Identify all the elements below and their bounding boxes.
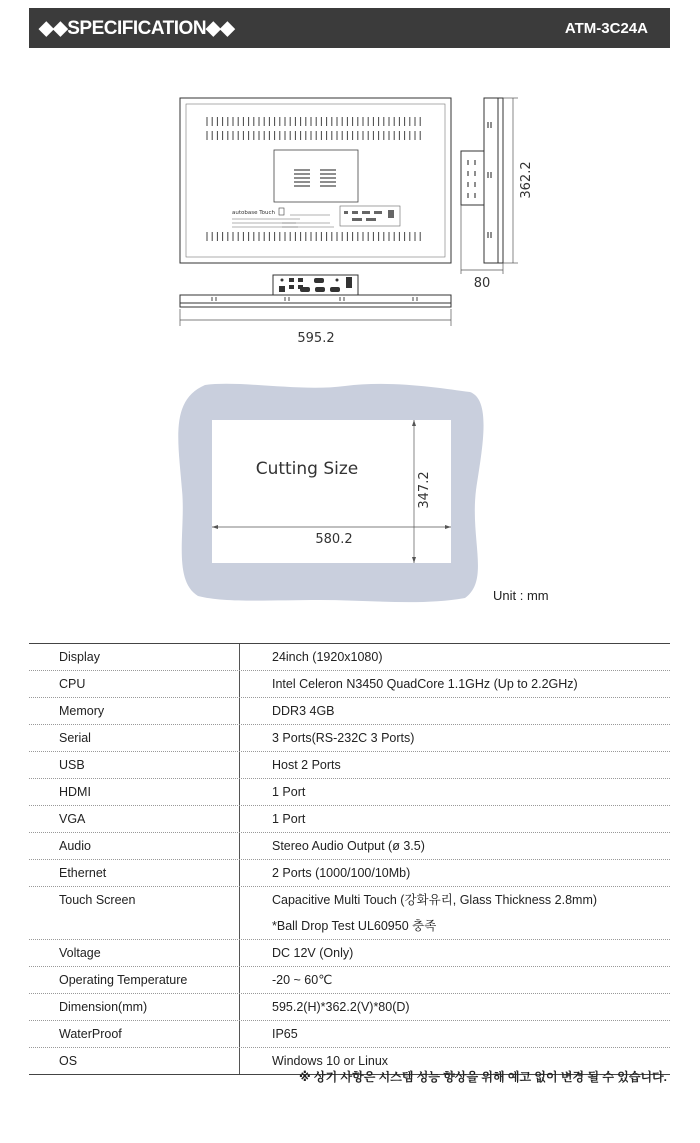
spec-label-cell	[29, 860, 240, 886]
spec-value: 1 Port	[272, 785, 306, 799]
spec-value-cell	[240, 644, 670, 670]
spec-value: Intel Celeron N3450 QuadCore 1.1GHz (Up to 2.2GHz)	[272, 677, 578, 691]
spec-row	[29, 644, 670, 671]
spec-label: CPU	[59, 677, 86, 691]
io-port-block	[273, 275, 358, 295]
spec-label-cell	[29, 994, 240, 1020]
spec-row	[29, 671, 670, 698]
spec-value-cell	[240, 698, 670, 724]
spec-row	[29, 752, 670, 779]
spec-row	[29, 994, 670, 1021]
spec-row	[29, 967, 670, 994]
spec-value-cell	[240, 967, 670, 993]
spec-label-cell	[29, 1048, 240, 1074]
spec-label-cell	[29, 1021, 240, 1047]
spec-table	[29, 643, 670, 1075]
spec-label: Voltage	[59, 946, 101, 960]
spec-value-cell	[240, 725, 670, 751]
spec-value-cell	[240, 1021, 670, 1047]
spec-label: Ethernet	[59, 866, 107, 880]
spec-label: HDMI	[59, 785, 91, 799]
brand-label: autobase Touch	[232, 210, 276, 216]
spec-label-cell	[29, 833, 240, 859]
spec-label: Operating Temperature	[59, 973, 188, 987]
spec-label: VGA	[59, 812, 86, 826]
spec-row	[29, 940, 670, 967]
spec-value-cell	[240, 779, 670, 805]
width-dimension-label: 595.2	[297, 331, 335, 346]
spec-label-cell	[29, 779, 240, 805]
vesa-plate	[274, 150, 358, 202]
spec-value: DDR3 4GB	[272, 704, 335, 718]
spec-label: Display	[59, 650, 100, 664]
unit-label: Unit : mm	[493, 588, 549, 603]
spec-value: *Ball Drop Test UL60950 충족	[272, 919, 437, 933]
model-number: ATM-3C24A	[564, 20, 648, 37]
spec-value-cell	[240, 994, 670, 1020]
spec-value-cell	[240, 887, 670, 939]
spec-label-cell	[29, 698, 240, 724]
spec-label: Dimension(mm)	[59, 1000, 148, 1014]
spec-value: Capacitive Multi Touch (강화유리, Glass Thickness 2.8mm)	[272, 893, 598, 907]
bottom-view-body	[180, 295, 451, 303]
spec-value-cell	[240, 940, 670, 966]
cut-height-label: 347.2	[417, 471, 432, 509]
cutting-size-title: Cutting Size	[255, 459, 359, 479]
spec-value: Stereo Audio Output (ø 3.5)	[272, 839, 425, 853]
spec-value: 595.2(H)*362.2(V)*80(D)	[272, 1000, 410, 1014]
spec-value: Windows 10 or Linux	[272, 1054, 389, 1068]
spec-label-cell	[29, 967, 240, 993]
spec-label-cell	[29, 671, 240, 697]
spec-value: 24inch (1920x1080)	[272, 650, 383, 664]
spec-label-cell	[29, 806, 240, 832]
spec-label-cell	[29, 644, 240, 670]
spec-row	[29, 725, 670, 752]
side-view-bracket	[461, 151, 484, 205]
spec-row	[29, 860, 670, 887]
spec-label-cell	[29, 940, 240, 966]
spec-value: IP65	[272, 1027, 298, 1041]
spec-value: DC 12V (Only)	[272, 946, 354, 960]
spec-label: Touch Screen	[59, 893, 136, 907]
spec-label: Audio	[59, 839, 91, 853]
spec-row	[29, 698, 670, 725]
spec-title: ◆◆SPECIFICATION◆◆	[39, 18, 235, 39]
depth-dimension-label: 80	[473, 276, 491, 291]
spec-value-cell	[240, 752, 670, 778]
spec-value-cell	[240, 833, 670, 859]
spec-label: USB	[59, 758, 85, 772]
spec-value: 2 Ports (1000/100/10Mb)	[272, 866, 411, 880]
bottom-view-bezel	[180, 303, 451, 307]
spec-label: Memory	[59, 704, 105, 718]
spec-label-cell	[29, 725, 240, 751]
spec-row	[29, 779, 670, 806]
spec-label: Serial	[59, 731, 91, 745]
side-view-bezel	[498, 98, 503, 263]
spec-value: Host 2 Ports	[272, 758, 341, 772]
spec-label: WaterProof	[59, 1027, 122, 1041]
spec-row	[29, 833, 670, 860]
spec-value: -20 ~ 60℃	[272, 973, 333, 987]
spec-value-cell	[240, 806, 670, 832]
spec-value: 3 Ports(RS-232C 3 Ports)	[272, 731, 415, 745]
spec-label-cell	[29, 887, 240, 939]
spec-row	[29, 1021, 670, 1048]
spec-row	[29, 806, 670, 833]
spec-row	[29, 887, 670, 940]
height-dimension-label: 362.2	[519, 161, 534, 199]
spec-value-cell	[240, 860, 670, 886]
spec-label-cell	[29, 752, 240, 778]
footnote: ※ 상기 사항은 시스템 성능 향상을 위해 예고 없이 변경 될 수 있습니다.	[299, 1070, 667, 1084]
spec-value-cell	[240, 671, 670, 697]
spec-label: OS	[59, 1054, 78, 1068]
cut-width-label: 580.2	[315, 532, 353, 547]
spec-value: 1 Port	[272, 812, 306, 826]
